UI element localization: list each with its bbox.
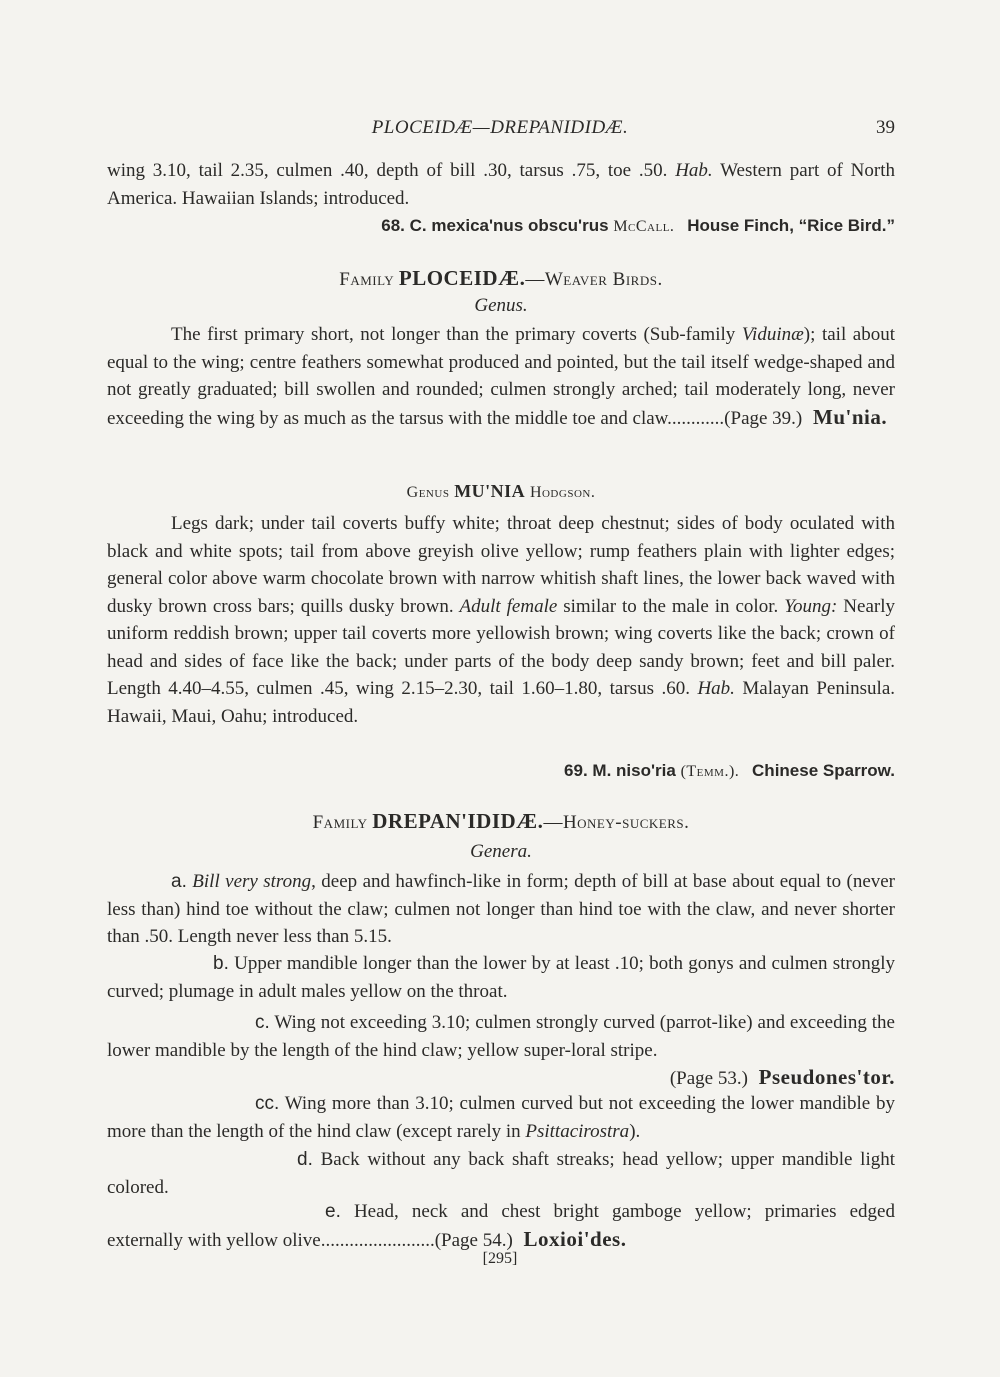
- key-letter: e.: [325, 1201, 341, 1222]
- adult-female-label: Adult female: [459, 595, 558, 617]
- intro-paragraph: [107, 157, 895, 212]
- desc-text-a: Legs dark; under tail coverts buffy white; throat deep chestnut; sides of body oculated with black and white spots; tail from above greyish olive yellow; rump feathers plain with lighter edges; general color above warm chocolate brown with narrow whitish shaft lines, the lower back waved with dusky brown cross bars; quills dusky brown.: [107, 513, 895, 617]
- key-letter: c.: [255, 1012, 270, 1033]
- hab-label: Hab.: [697, 678, 735, 699]
- rank-label: Genera.: [470, 841, 532, 862]
- entry-scientific-name: C. mexica'nus obscu'rus: [409, 216, 609, 235]
- entry-author: (Temm.).: [680, 763, 740, 780]
- entry-number: 68.: [381, 216, 405, 235]
- running-title: PLOCEIDÆ—DREPANIDIDÆ.: [371, 117, 629, 138]
- key-italic: Psittacirostra: [525, 1120, 630, 1142]
- key-leaders: ............: [667, 407, 725, 429]
- desc-text-b: similar to the male in color.: [563, 595, 779, 617]
- genus-author: Hodgson.: [529, 484, 596, 501]
- key-letter: cc.: [255, 1093, 280, 1114]
- key-text: Wing not exceeding 3.10; culmen strongly curved (parrot-like) and exceeding the lower mandible by the length of the hind claw; yellow super-loral stripe.: [107, 1012, 895, 1061]
- key-genus-name: Pseudones'tor.: [758, 1065, 895, 1089]
- family-name: PLOCEIDÆ.: [398, 266, 526, 290]
- genus-prefix: Genus: [406, 484, 450, 501]
- species-entry-68: [107, 212, 895, 241]
- genus-heading-munia: [107, 478, 895, 507]
- entry-number: 69.: [564, 761, 588, 780]
- family-heading-ploceidae: [107, 265, 895, 294]
- key-text: Upper mandible longer than the lower by at least .10; both gonys and culmen strongly curved; plumage in adult males yellow on the throat.: [107, 953, 896, 1002]
- rank-label: Genus.: [474, 295, 528, 316]
- entry-common-name: House Finch, “Rice Bird.”: [687, 216, 895, 235]
- key-text: , deep and hawfinch-like in form; depth of bill at base about equal to (never less than) hind toe without the claw; culmen not longer than hind toe with the claw, and never shorter than .50. Length never less than 5.15.: [107, 871, 896, 947]
- key-page-ref: (Page 39.): [724, 407, 803, 429]
- hab-label: Hab.: [675, 160, 713, 181]
- family-heading-drepanididae: [107, 808, 895, 837]
- family-name: DREPAN'IDIDÆ.: [372, 809, 544, 833]
- entry-common-name: Chinese Sparrow.: [752, 761, 895, 780]
- desc-text-d: Malayan Peninsula. Hawaii, Maui, Oahu; introduced.: [107, 678, 895, 727]
- key-item-d: [107, 1146, 895, 1201]
- entry-author: McCall.: [613, 218, 675, 235]
- family-prefix: Family: [312, 812, 368, 833]
- key-page-ref: (Page 54.): [434, 1229, 513, 1251]
- intro-hab-text: Western part of North America. Hawaiian Islands; introduced.: [107, 160, 895, 209]
- key-item-c-result: [107, 1064, 895, 1093]
- key-text-end: ).: [629, 1120, 641, 1142]
- key-page-ref: (Page 53.): [669, 1068, 748, 1089]
- genus-key-paragraph: [107, 321, 895, 432]
- key-letter: a.: [171, 871, 187, 892]
- munia-description: [107, 510, 895, 730]
- key-text: Head, neck and chest bright gamboge yellow; primaries edged externally with yellow olive: [107, 1201, 895, 1251]
- genus-name: MU'NIA: [454, 481, 526, 501]
- key-genus-name: Mu'nia.: [813, 404, 888, 429]
- key-text: Back without any back shaft streaks; head yellow; upper mandible light colored.: [107, 1149, 896, 1198]
- key-item-a: [107, 868, 895, 951]
- key-item-b: [107, 950, 895, 1005]
- family-prefix: Family: [339, 269, 395, 290]
- key-text: Wing more than 3.10; culmen curved but not exceeding the lower mandible by more than the length of the hind claw (except rarely in: [107, 1093, 895, 1142]
- species-entry-69: [107, 757, 895, 786]
- key-leaders: ........................: [320, 1229, 435, 1251]
- young-label: Young:: [784, 595, 838, 617]
- key-item-cc: [107, 1090, 895, 1145]
- key-text-a: The first primary short, not longer than the primary coverts (Sub-family: [171, 324, 736, 345]
- key-item-e: [107, 1198, 895, 1254]
- key-letter: d.: [297, 1149, 313, 1170]
- signature-mark: [295]: [482, 1250, 518, 1267]
- intro-text: wing 3.10, tail 2.35, culmen .40, depth of bill .30, tarsus .75, toe .50.: [107, 160, 668, 181]
- key-letter: b.: [213, 953, 229, 974]
- subfamily-name: Viduinæ: [741, 324, 804, 345]
- desc-text-c: Nearly uniform reddish brown; upper tail coverts more yellowish brown; wing coverts like the back; crown of head and sides of face like the back; under parts of the body deep sandy brown; feet and bill paler. Length 4.40–4.55, culmen .45, wing 2.15–2.30, tail 1.60–1.80, tarsus .60.: [107, 595, 895, 699]
- key-genus-name: Loxioi'des.: [523, 1226, 627, 1251]
- entry-scientific-name: M. niso'ria: [592, 761, 676, 780]
- family-common: —Honey-suckers.: [543, 812, 690, 833]
- page-number: 39: [876, 117, 895, 138]
- key-italic: Bill very strong: [192, 871, 312, 892]
- family-common: —Weaver Birds.: [525, 269, 663, 290]
- key-item-c: [107, 1009, 895, 1064]
- key-text-b: ); tail about equal to the wing; centre feathers somewhat produced and pointed, but the tail itself wedge-shaped and not greatly graduated; bill swollen and rounded; culmen strongly arched; tail moderately long, never exceeding the wing by as much as the tarsus with the middle toe and claw: [107, 324, 895, 429]
